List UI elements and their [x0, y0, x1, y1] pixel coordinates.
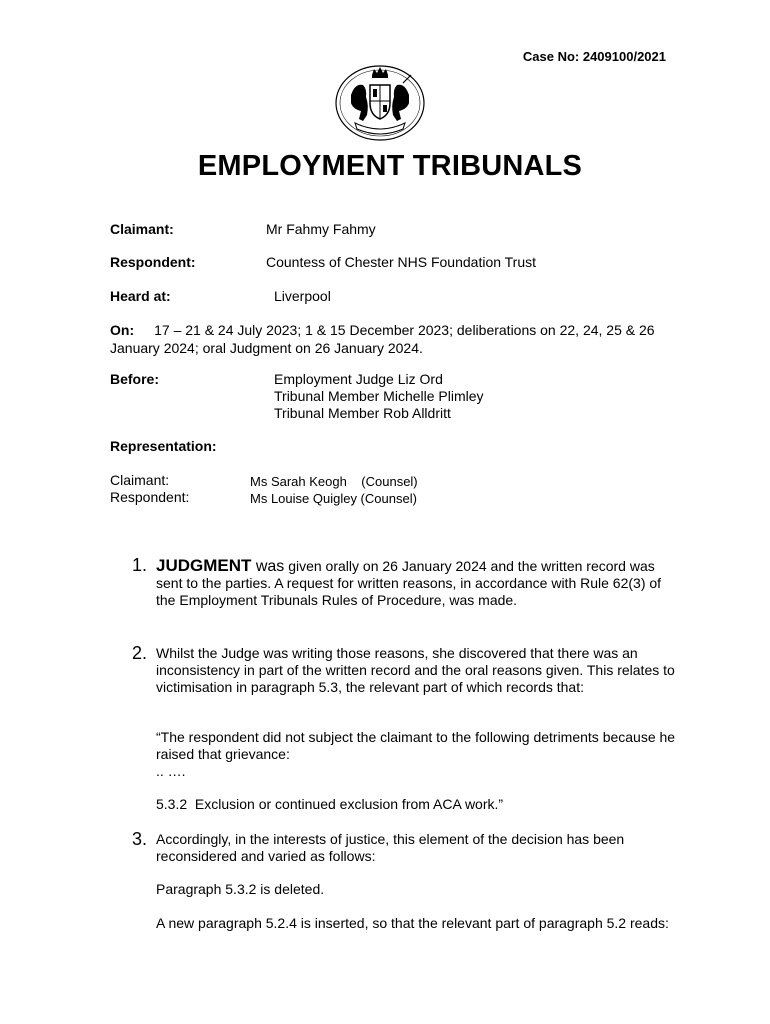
respondent-label: Respondent: [110, 254, 196, 270]
paragraph-3-inserted: A new paragraph 5.2.4 is inserted, so that the relevant part of paragraph 5.2 reads: [156, 915, 669, 931]
royal-coat-of-arms-icon [333, 63, 427, 143]
respondent-value: Countess of Chester NHS Foundation Trust [266, 254, 537, 270]
representation-heading: Representation: [110, 438, 217, 454]
paragraph-2-ellipsis: .. …. [156, 763, 186, 779]
paragraph-3-deleted: Paragraph 5.3.2 is deleted. [156, 881, 325, 897]
on-value: 17 – 21 & 24 July 2023; 1 & 15 December 2023; deliberations on 22, 24, 25 & 26 January 2024; oral Judgment on 26 January 2024. [110, 322, 655, 356]
paragraph-2-item: 5.3.2 Exclusion or continued exclusion from ACA work.” [156, 796, 504, 812]
judgment-heading: JUDGMENT [156, 556, 252, 575]
paragraph-1-number: 1. [132, 555, 148, 575]
paragraph-2-text: Whilst the Judge was writing those reasons, she discovered that there was an inconsistency in part of the written record and the oral reasons given. This relates to victimisation in paragraph 5.3, the relevant part of which records that: [156, 645, 675, 695]
rep-claimant-value: Ms Sarah Keogh (Counsel) [250, 474, 418, 489]
on-label: On: [110, 322, 135, 338]
paragraph-3-deleted-block [132, 881, 677, 898]
paragraph-2-item-block [132, 796, 677, 813]
rep-claimant-label: Claimant: [110, 472, 170, 488]
paragraph-2-number: 2. [132, 643, 148, 663]
case-number: Case No: 2409100/2021 [522, 49, 666, 64]
member-2: Tribunal Member Rob Alldritt [274, 405, 451, 421]
claimant-value: Mr Fahmy Fahmy [266, 221, 376, 237]
paragraph-3-number: 3. [132, 829, 148, 849]
paragraph-1 [132, 557, 677, 609]
rep-respondent-value: Ms Louise Quigley (Counsel) [250, 491, 417, 506]
before-label: Before: [110, 371, 160, 387]
paragraph-2 [132, 645, 677, 696]
rep-respondent-label: Respondent: [110, 489, 190, 505]
member-judge: Employment Judge Liz Ord [274, 371, 443, 387]
member-1: Tribunal Member Michelle Plimley [274, 388, 484, 404]
judgment-lead-rest: was [251, 558, 285, 575]
paragraph-1-text: given orally on 26 January 2024 and the written record was sent to the parties. A request for written reasons, in accordance with Rule 62(3) of the Employment Tribunals Rules of Procedure, was made. [156, 558, 662, 608]
paragraph-3-text: Accordingly, in the interests of justice, this element of the decision has been reconsidered and varied as follows: [156, 831, 625, 864]
heard-at-value: Liverpool [274, 288, 331, 304]
paragraph-3-inserted-block [132, 915, 677, 932]
heard-at-label: Heard at: [110, 288, 171, 304]
hearing-dates [110, 321, 675, 357]
tribunal-members [274, 371, 484, 422]
claimant-label: Claimant: [110, 221, 174, 237]
paragraph-2-quote: “The respondent did not subject the claimant to the following detriments because he raised that grievance: [156, 729, 676, 762]
paragraph-3 [132, 831, 677, 865]
paragraph-2-quote-block [132, 729, 677, 780]
page-title: EMPLOYMENT TRIBUNALS [197, 150, 583, 182]
